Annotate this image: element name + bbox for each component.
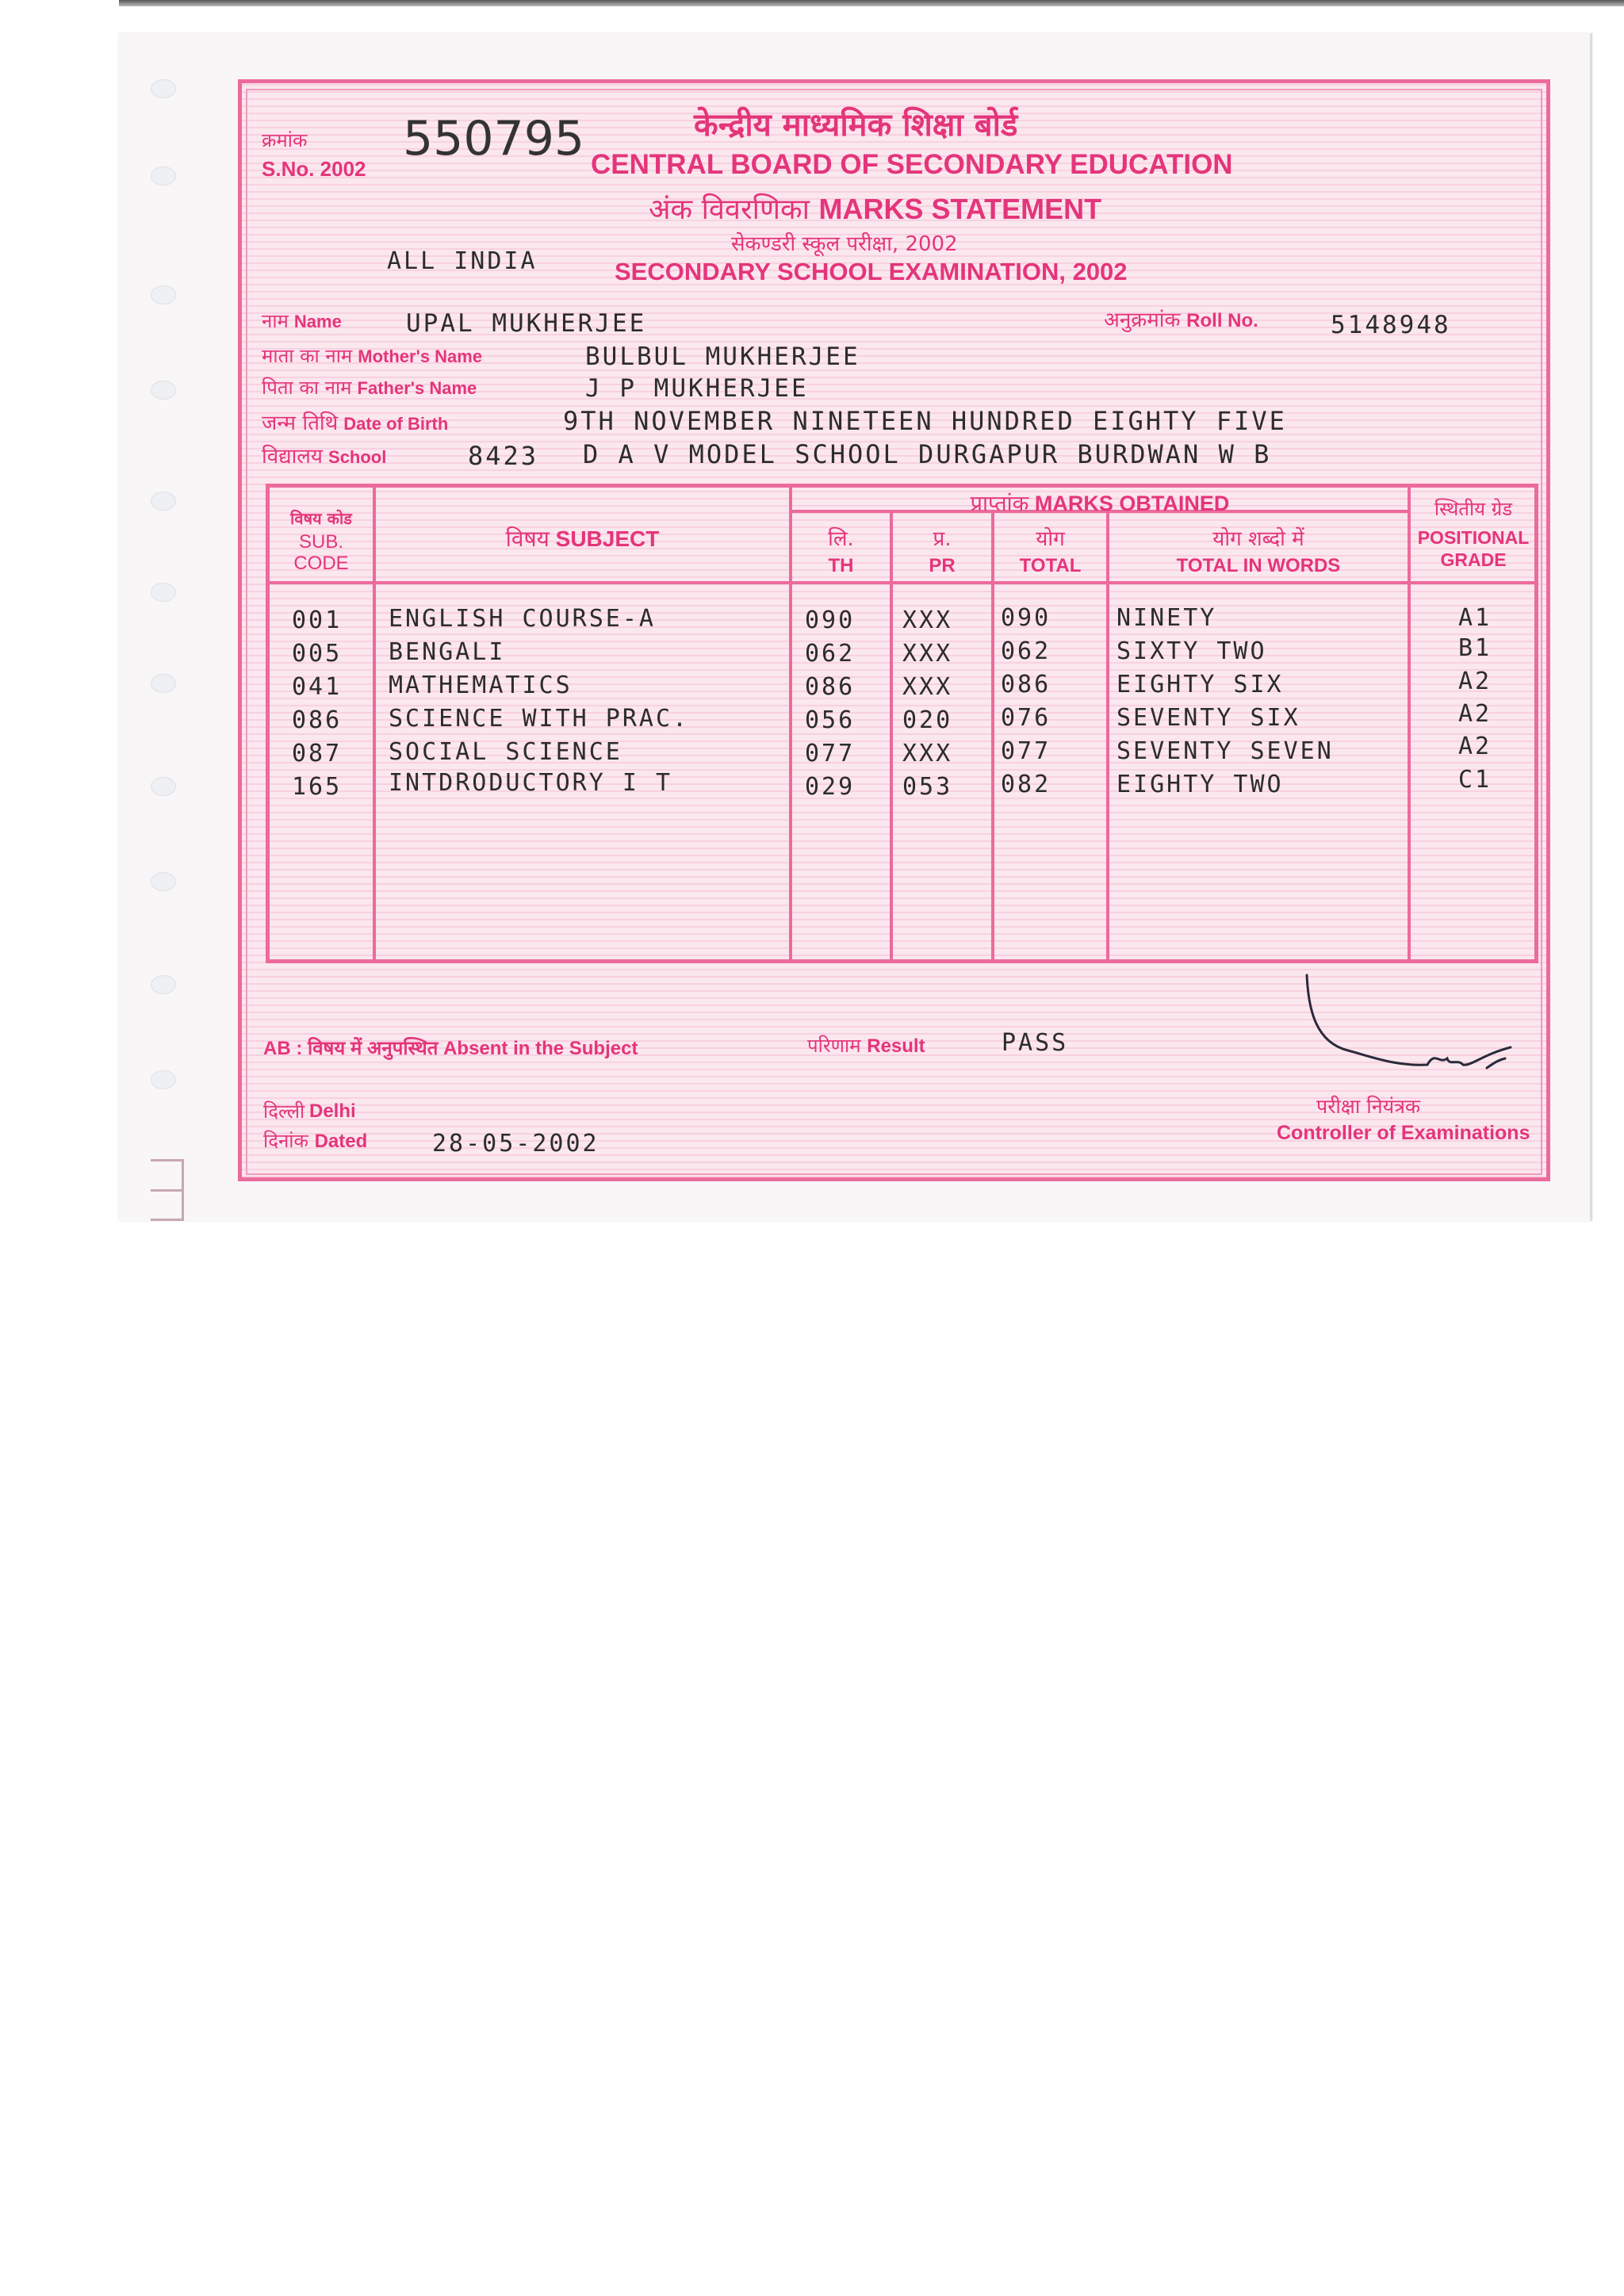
- school-name: D A V MODEL SCHOOL DURGAPUR BURDWAN W B: [583, 439, 1272, 469]
- school-code: 8423: [468, 441, 539, 471]
- theory-marks: 077: [805, 740, 856, 767]
- school-label-hindi: विद्यालय: [262, 445, 324, 469]
- header-th: TH: [828, 555, 854, 576]
- practical-marks: 020: [902, 706, 953, 734]
- total-in-words: SEVENTY SEVEN: [1116, 737, 1334, 765]
- absent-note: AB : विषय में अनुपस्थित Absent in the Subject: [263, 1038, 638, 1059]
- header-grade-hindi: स्थितीय ग्रेड: [1434, 498, 1513, 520]
- header-grade-line1: POSITIONAL: [1417, 527, 1530, 548]
- practical-marks: XXX: [902, 607, 953, 634]
- result-label-hindi: परिणाम: [807, 1035, 861, 1057]
- subject-code: 041: [292, 673, 343, 701]
- dated-label-english: Dated: [314, 1131, 368, 1152]
- header-pr: PR: [929, 555, 956, 576]
- total-marks: 076: [1001, 704, 1051, 732]
- father-label-hindi: पिता का नाम: [262, 377, 352, 399]
- punch-hole: [151, 285, 176, 304]
- header-pr-hindi: प्र.: [933, 527, 952, 551]
- roll-label: [1104, 304, 1258, 333]
- region: ALL INDIA: [387, 247, 538, 275]
- roll-label-hindi: अनुक्रमांक: [1104, 308, 1181, 332]
- total-marks: 086: [1001, 671, 1051, 698]
- theory-marks: 086: [805, 673, 856, 701]
- place: Delhi: [309, 1100, 356, 1122]
- punch-hole: [151, 777, 176, 796]
- school-label-english: School: [328, 447, 387, 467]
- mother-label-hindi: माता का नाम: [262, 345, 353, 367]
- positional-grade: A2: [1457, 733, 1492, 760]
- total-in-words: SEVENTY SIX: [1116, 704, 1300, 732]
- theory-marks: 090: [805, 607, 856, 634]
- subject-name: INTDRODUCTORY I T: [389, 769, 673, 797]
- mother-name: BULBUL MUKHERJEE: [585, 342, 860, 371]
- place-hindi: दिल्ली: [263, 1100, 305, 1123]
- school-label: [262, 441, 386, 469]
- roll-number: 5148948: [1331, 311, 1451, 339]
- header-th-hindi: लि.: [828, 527, 854, 551]
- total-marks: 090: [1001, 604, 1051, 632]
- serial-label-hindi: क्रमांक: [262, 129, 308, 151]
- practical-marks: 053: [902, 773, 953, 801]
- subject-name: MATHEMATICS: [389, 672, 573, 699]
- practical-marks: XXX: [902, 673, 953, 701]
- name-label-hindi: नाम: [262, 310, 289, 332]
- statement-title-english: MARKS STATEMENT: [818, 193, 1102, 225]
- punch-hole: [151, 583, 176, 602]
- total-in-words: EIGHTY SIX: [1116, 671, 1284, 698]
- scan-edge-shadow: [119, 0, 1624, 6]
- dob-label: [262, 408, 448, 436]
- punch-hole: [151, 79, 176, 98]
- header-total: TOTAL: [1019, 555, 1082, 576]
- dated-label-hindi: दिनांक: [263, 1130, 308, 1152]
- header-words: TOTAL IN WORDS: [1176, 555, 1341, 576]
- positional-grade: A2: [1457, 700, 1492, 728]
- header-grade-line2: GRADE: [1440, 549, 1507, 570]
- total-in-words: NINETY: [1116, 604, 1217, 632]
- father-name: J P MUKHERJEE: [585, 374, 809, 403]
- roll-label-english: Roll No.: [1186, 310, 1258, 331]
- header-words-hindi: योग शब्दो में: [1212, 527, 1304, 551]
- statement-title: [649, 189, 1101, 228]
- father-label-english: Father's Name: [357, 378, 477, 398]
- subject-code: 165: [292, 773, 343, 801]
- punch-hole: [151, 975, 176, 994]
- header-marks-hindi: प्राप्तांक: [970, 492, 1029, 516]
- positional-grade: A1: [1457, 604, 1492, 632]
- positional-grade: C1: [1457, 766, 1492, 794]
- subject-code: 005: [292, 640, 343, 668]
- table-column-divider: [890, 511, 893, 963]
- punch-hole: [151, 1070, 176, 1089]
- father-label: [262, 374, 477, 400]
- subject-code: 001: [292, 607, 343, 634]
- issue-date: 28-05-2002: [432, 1130, 599, 1158]
- subject-code: 087: [292, 740, 343, 767]
- positional-grade: A2: [1457, 668, 1492, 695]
- header-marks-obtained: [792, 488, 1408, 517]
- subject-name: SOCIAL SCIENCE: [389, 738, 622, 766]
- controller-title: Controller of Examinations: [1277, 1122, 1530, 1144]
- serial-number: 550795: [403, 111, 585, 166]
- subject-name: ENGLISH COURSE-A: [389, 605, 656, 633]
- controller-signature: [1300, 971, 1530, 1090]
- header-code-line2: CODE: [293, 553, 349, 574]
- total-marks: 062: [1001, 637, 1051, 665]
- header-total-hindi: योग: [1036, 527, 1065, 551]
- dob-label-hindi: जन्म तिथि: [262, 411, 339, 435]
- punch-hole: [151, 381, 176, 400]
- result-value: PASS: [1002, 1029, 1069, 1057]
- header-marks-english: MARKS OBTAINED: [1034, 492, 1230, 515]
- practical-marks: XXX: [902, 640, 953, 668]
- dob-label-english: Date of Birth: [343, 414, 449, 434]
- header-subject-english: SUBJECT: [555, 526, 660, 551]
- exam-name: SECONDARY SCHOOL EXAMINATION, 2002: [615, 258, 1128, 285]
- result-label-english: Result: [867, 1035, 925, 1057]
- dated-label: [263, 1127, 367, 1154]
- table-column-divider: [991, 511, 994, 963]
- header-code-line1: SUB.: [298, 531, 343, 553]
- board-name: CENTRAL BOARD OF SECONDARY EDUCATION: [591, 149, 1233, 180]
- table-header-divider: [266, 581, 1538, 584]
- punch-hole: [151, 872, 176, 891]
- total-in-words: EIGHTY TWO: [1116, 771, 1284, 798]
- binder-tab-line: [151, 1189, 184, 1192]
- board-name-hindi: केन्द्रीय माध्यमिक शिक्षा बोर्ड: [694, 107, 1018, 144]
- candidate-name: UPAL MUKHERJEE: [406, 309, 647, 338]
- total-in-words: SIXTY TWO: [1116, 637, 1267, 665]
- positional-grade: B1: [1457, 634, 1492, 662]
- header-subject-hindi: विषय: [505, 526, 550, 552]
- result-label: [807, 1032, 925, 1058]
- mother-label-english: Mother's Name: [358, 346, 483, 366]
- name-label-english: Name: [293, 312, 342, 331]
- mother-label: [262, 342, 482, 369]
- practical-marks: XXX: [902, 740, 953, 767]
- punch-hole: [151, 492, 176, 511]
- total-marks: 082: [1001, 771, 1051, 798]
- table-column-divider: [1106, 511, 1109, 963]
- theory-marks: 056: [805, 706, 856, 734]
- serial-label: S.No. 2002: [262, 157, 366, 181]
- header-code-hindi: विषय कोड: [290, 509, 352, 528]
- table-column-divider: [373, 484, 376, 963]
- name-label: [262, 308, 342, 334]
- subject-name: BENGALI: [389, 638, 506, 666]
- controller-title-hindi: परीक्षा नियंत्रक: [1316, 1095, 1421, 1118]
- header-subject: [376, 523, 789, 553]
- subject-code: 086: [292, 706, 343, 734]
- subject-name: SCIENCE WITH PRAC.: [389, 705, 690, 733]
- exam-name-hindi: सेकण्डरी स्कूल परीक्षा, 2002: [731, 232, 958, 256]
- punch-hole: [151, 674, 176, 693]
- punch-hole: [151, 166, 176, 186]
- statement-title-hindi: अंक विवरणिका: [649, 193, 810, 226]
- theory-marks: 062: [805, 640, 856, 668]
- date-of-birth: 9TH NOVEMBER NINETEEN HUNDRED EIGHTY FIVE: [563, 406, 1287, 436]
- theory-marks: 029: [805, 773, 856, 801]
- total-marks: 077: [1001, 737, 1051, 765]
